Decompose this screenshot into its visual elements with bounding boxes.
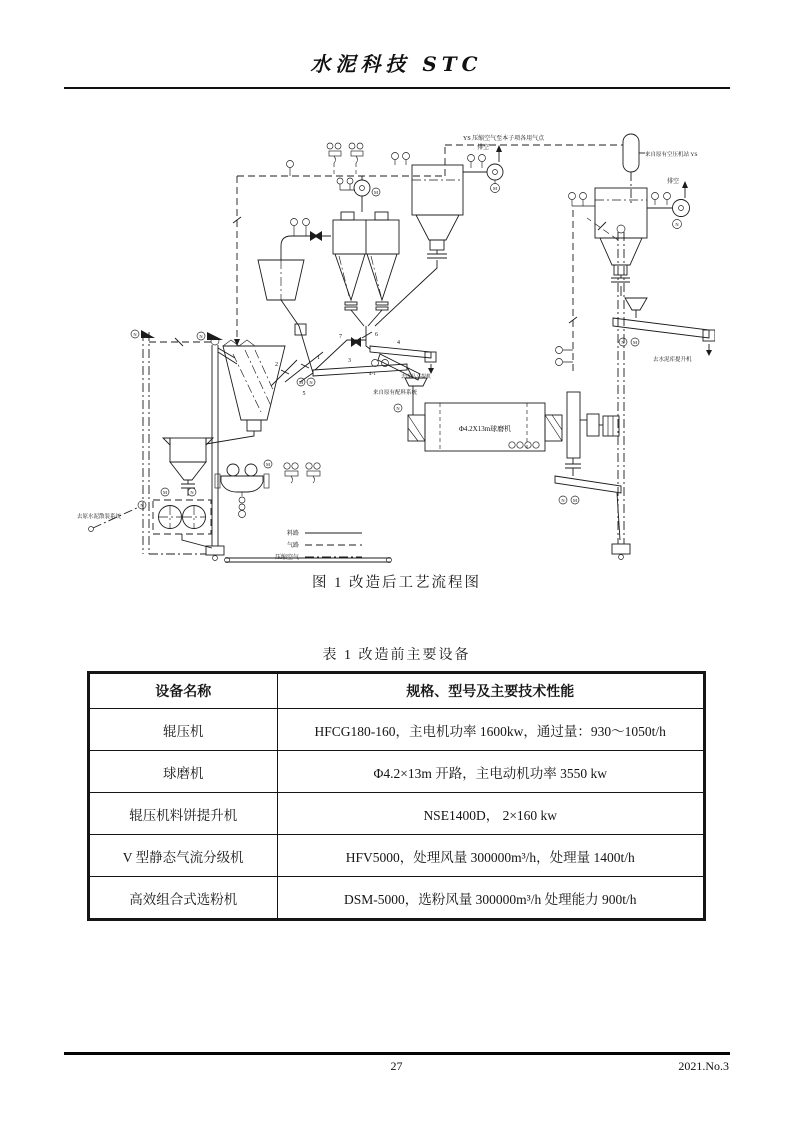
label-vent-right: 排空: [667, 179, 680, 185]
motor-letter: M: [632, 340, 638, 345]
figure-caption: 图 1 改造后工艺流程图: [312, 575, 481, 591]
motor-letter: N: [140, 503, 144, 508]
motor-letter: N: [396, 406, 400, 411]
left-air-lines: [131, 330, 212, 554]
col-header-equipment: 设备名称: [89, 673, 277, 709]
fan-left: [463, 145, 503, 193]
motor-letter: M: [492, 186, 498, 191]
mill-drive: [565, 392, 619, 476]
conveyor-4: [370, 346, 436, 374]
motor-letter: M: [298, 380, 304, 385]
label-ball-mill: Φ4.2X13m球磨机: [458, 425, 512, 433]
table-row: [89, 751, 704, 793]
air-slide-conveyor: [613, 318, 715, 356]
label-from-batching: 来自原有配料系统: [373, 390, 418, 396]
label-vent-left: 排空: [477, 145, 490, 151]
issue-number: 2021.No.3: [678, 1059, 729, 1073]
table-row: [89, 793, 704, 835]
v-classifier: [197, 332, 323, 444]
diagram-legend: [275, 529, 362, 561]
process-flow-diagram: [75, 120, 715, 565]
label-2: 2: [275, 362, 278, 368]
table-header-row: [89, 673, 704, 709]
air-cannons-bottom: [284, 463, 320, 483]
label-to-bulk-system: 去原水泥散装系统: [77, 514, 122, 520]
equipment-spec: HFV5000，处理风量 300000m³/h，处理量 1400t/h: [277, 835, 704, 877]
equipment-table: [88, 672, 705, 920]
page-number: 27: [390, 1059, 403, 1073]
table-title: 表 1 改造前主要设备: [322, 648, 471, 663]
process-flow-figure: [75, 120, 715, 565]
equipment-name: 辊压机: [89, 709, 277, 751]
table-row: [89, 877, 704, 920]
equipment-spec: NSE1400D， 2×160 kw: [277, 793, 704, 835]
roller-press: [153, 488, 212, 548]
label-4: 4: [397, 340, 400, 346]
trough-mixer: [215, 460, 272, 518]
label-to-product-elevator: 去成品斗提机: [401, 375, 432, 380]
motor-letter: N: [561, 498, 565, 503]
label-to-silo-elevator: 去水泥库提升机: [653, 357, 692, 363]
legend-material-label: 料路: [286, 531, 299, 537]
compressed-air-piping: [233, 145, 631, 346]
equipment-spec: Φ4.2×13m 开路，主电动机功率 3550 kw: [277, 751, 704, 793]
motor-letter: N: [133, 332, 137, 337]
ball-mill: [394, 378, 562, 451]
label-7: 7: [339, 334, 342, 340]
label-ys-header: YS 压缩空气至本子项各用气点: [463, 136, 545, 142]
table-row: [89, 835, 704, 877]
page-title: 水泥科技 STC: [310, 52, 483, 76]
air-tank: [623, 134, 645, 172]
motor-letter: N: [190, 490, 194, 495]
mill-discharge-conveyor: [555, 476, 621, 540]
legend-gas-label: 气路: [286, 543, 299, 549]
fan-right: [647, 181, 690, 229]
cake-elevator: [206, 337, 235, 561]
air-cannons-top: [327, 143, 363, 176]
label-6: 6: [375, 332, 378, 338]
bucket-elevator-right: [587, 218, 630, 560]
dust-collector-right: [556, 188, 671, 372]
header-rule: [64, 87, 730, 89]
table-row: [89, 709, 704, 751]
label-5: 5: [302, 391, 306, 397]
motor-letter: N: [675, 222, 679, 227]
label-4-1: 4-1: [369, 372, 376, 377]
label-1: 1: [317, 355, 320, 361]
bag-filter-left: [375, 153, 486, 327]
label-3: 3: [348, 358, 351, 364]
legend-air-label: 压缩空气: [274, 555, 299, 561]
bottom-belt: [225, 558, 392, 563]
motor-letter: N: [199, 334, 203, 339]
equipment-name: V 型静态气流分级机: [89, 835, 277, 877]
equipment-name: 辊压机料饼提升机: [89, 793, 277, 835]
motor-letter: M: [373, 190, 379, 195]
label-from-air-station: 来自原有空压机站 YS: [645, 152, 698, 158]
motor-letter: N: [309, 380, 313, 385]
equipment-spec: HFCG180-160，主电机功率 1600kw，通过量：930～1050t/h: [277, 709, 704, 751]
motor-letter: M: [265, 462, 271, 467]
weigh-hopper: [163, 438, 213, 496]
equipment-name: 高效组合式选粉机: [89, 877, 277, 920]
separator: [258, 219, 331, 374]
motor-letter: M: [162, 490, 168, 495]
conveyor-3: [300, 364, 413, 382]
motor-letter: N: [621, 340, 625, 345]
fan-center: [337, 176, 380, 212]
equipment-spec: DSM-5000，选粉风量 300000m³/h 处理能力 900t/h: [277, 877, 704, 920]
equipment-name: 球磨机: [89, 751, 277, 793]
col-header-specs: 规格、型号及主要技术性能: [277, 673, 704, 709]
motor-letter: M: [572, 498, 578, 503]
footer-rule: [64, 1052, 730, 1055]
